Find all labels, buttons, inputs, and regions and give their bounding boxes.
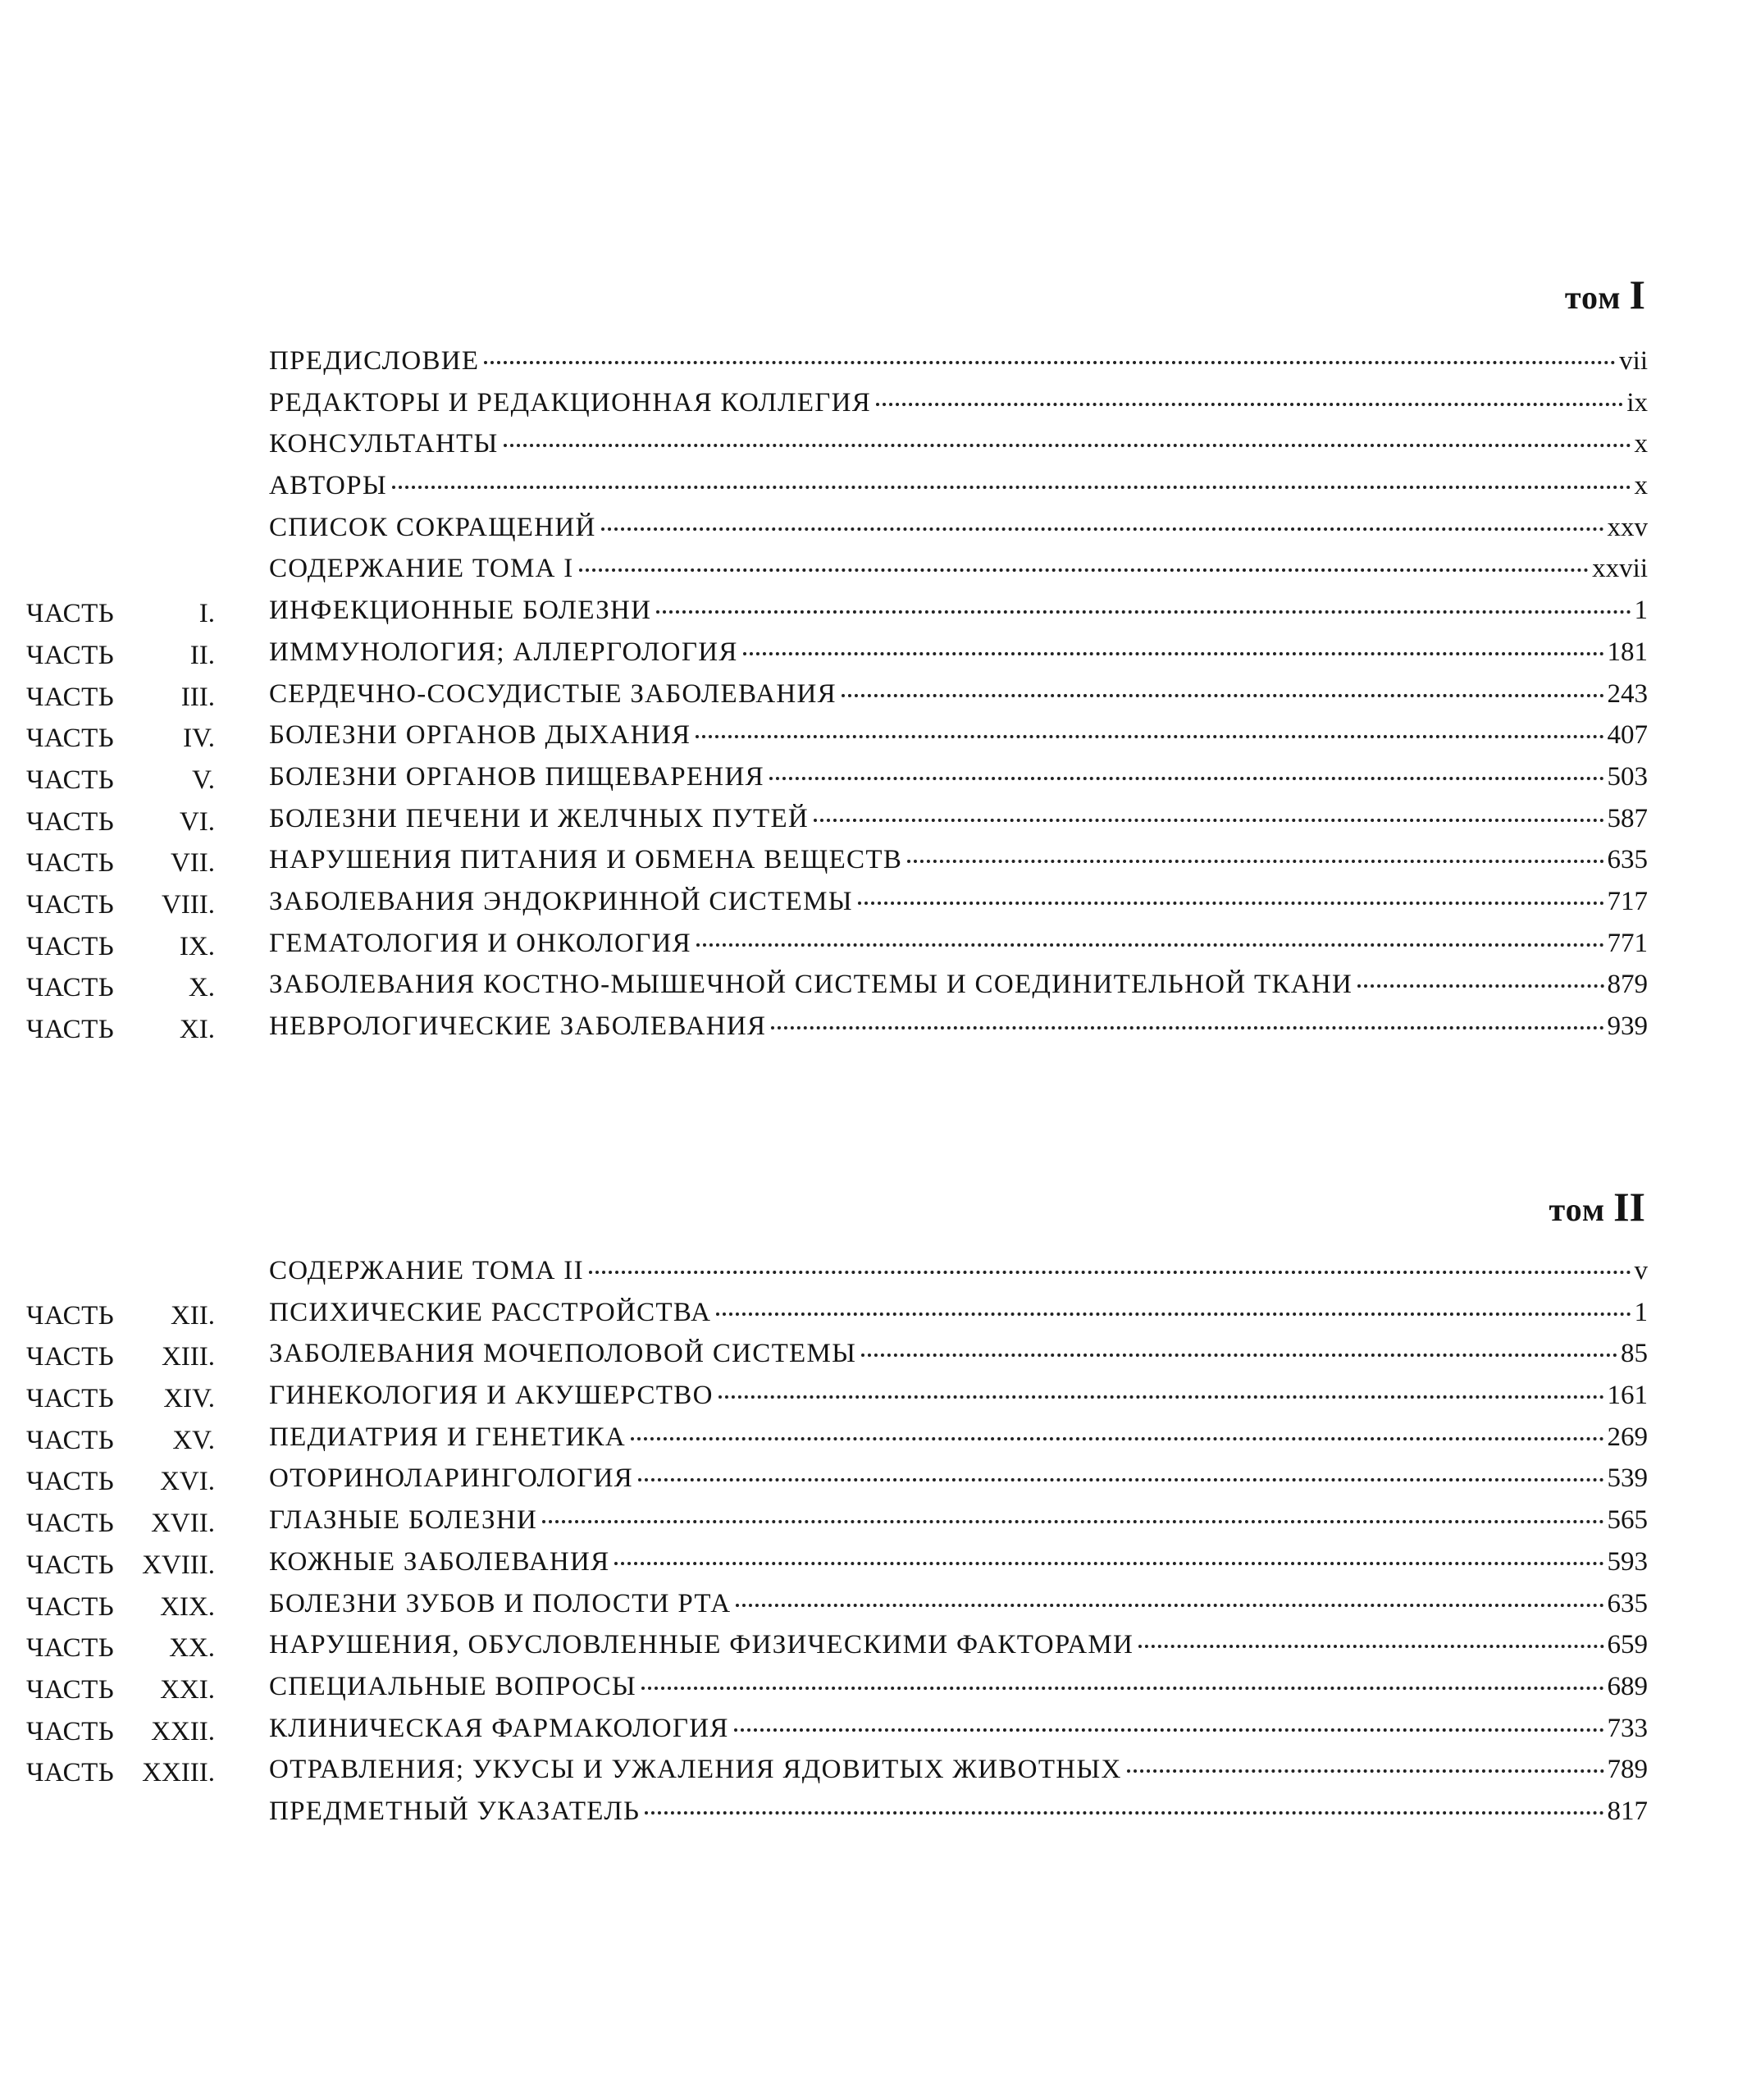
entry-title: ПРЕДМЕТНЫЙ УКАЗАТЕЛЬ (269, 1796, 641, 1826)
entry-title: ПСИХИЧЕСКИЕ РАССТРОЙСТВА (269, 1297, 712, 1327)
part-label: ЧАСТЬ (26, 1716, 115, 1746)
part-label: ЧАСТЬ (26, 1467, 115, 1497)
toc-entry-line (269, 1339, 1648, 1369)
dot-leader (601, 527, 1604, 531)
part-number: III. (180, 682, 215, 712)
toc-entry (0, 549, 1738, 591)
entry-page-number: 733 (1607, 1713, 1648, 1743)
toc-entry-line (269, 554, 1648, 584)
dot-leader (589, 1271, 1631, 1274)
part-label: ЧАСТЬ (26, 973, 115, 1003)
entry-title: КОЖНЫЕ ЗАБОЛЕВАНИЯ (269, 1546, 610, 1577)
part-label: ЧАСТЬ (26, 682, 115, 712)
dot-leader (842, 694, 1604, 697)
part-number: II. (189, 640, 215, 670)
part-label: ЧАСТЬ (26, 1591, 115, 1622)
entry-page-number: 635 (1607, 1588, 1648, 1618)
dot-leader (1127, 1769, 1604, 1773)
toc-entry-line (269, 970, 1648, 1000)
toc-entry-line (269, 1714, 1648, 1744)
part-label: ЧАСТЬ (26, 1300, 115, 1331)
part-number: X. (188, 973, 215, 1003)
entry-title: БОЛЕЗНИ ОРГАНОВ ПИЩЕВАРЕНИЯ (269, 761, 764, 792)
volume-1-heading (1565, 271, 1645, 318)
toc-entry (0, 757, 1738, 799)
toc-entry (0, 1500, 1738, 1542)
part-number: XI. (179, 1015, 215, 1044)
entry-title: ИММУНОЛОГИЯ; АЛЛЕРГОЛОГИЯ (269, 637, 738, 667)
entry-title: ПРЕДИСЛОВИЕ (269, 346, 480, 376)
dot-leader (631, 1437, 1603, 1440)
toc-entry (0, 1542, 1738, 1584)
toc-entry-line (269, 596, 1648, 626)
entry-title: НЕВРОЛОГИЧЕСКИЕ ЗАБОЛЕВАНИЯ (269, 1011, 767, 1041)
entry-page-number: 269 (1607, 1422, 1648, 1452)
toc-entry (0, 508, 1738, 550)
volume-heading-numeral: II (1613, 1184, 1645, 1230)
toc-entry (0, 924, 1738, 966)
toc-entry (0, 1251, 1738, 1293)
part-label: ЧАСТЬ (26, 1015, 115, 1044)
entry-page-number: 817 (1607, 1796, 1648, 1826)
toc-entry-line (269, 1298, 1648, 1328)
entry-title: БОЛЕЗНИ ОРГАНОВ ДЫХАНИЯ (269, 720, 691, 751)
toc-entry-line (269, 1256, 1648, 1286)
part-number: VIII. (161, 889, 215, 920)
volume-2-heading (1549, 1183, 1645, 1230)
dot-leader (542, 1520, 1603, 1523)
dot-leader (645, 1811, 1603, 1815)
dot-leader (579, 568, 1590, 572)
toc-entry-line (269, 1463, 1648, 1494)
toc-entry (0, 882, 1738, 924)
toc-entry-line (269, 637, 1648, 668)
part-number: XV. (172, 1425, 215, 1455)
toc-entry-line (269, 346, 1648, 377)
entry-title: ГЛАЗНЫЕ БОЛЕЗНИ (269, 1505, 538, 1536)
entry-title: ПЕДИАТРИЯ И ГЕНЕТИКА (269, 1422, 627, 1452)
volume-heading-numeral: I (1629, 272, 1645, 317)
toc-entry (0, 1709, 1738, 1751)
toc-entry-line (269, 845, 1648, 875)
dot-leader (696, 735, 1603, 738)
part-number: XXI. (160, 1674, 215, 1705)
part-label: ЧАСТЬ (26, 806, 115, 837)
part-number: I. (198, 599, 215, 629)
part-number: XVIII. (142, 1550, 215, 1580)
dot-leader (716, 1312, 1631, 1316)
toc-entry (0, 1418, 1738, 1459)
toc-entry-line (269, 513, 1648, 543)
toc-entry-line (269, 1422, 1648, 1453)
toc-entry (0, 341, 1738, 383)
dot-leader (641, 1687, 1604, 1690)
part-number: XX. (169, 1633, 215, 1664)
part-number: IX. (179, 931, 215, 961)
toc-entry-line (269, 1011, 1648, 1042)
part-number: XIV. (163, 1384, 215, 1414)
entry-page-number: 539 (1607, 1463, 1648, 1494)
toc-entry-line (269, 1505, 1648, 1536)
entry-title: ГЕМАТОЛОГИЯ И ОНКОЛОГИЯ (269, 928, 691, 958)
dot-leader (858, 902, 1604, 905)
dot-leader (638, 1478, 1603, 1481)
entry-title: ЗАБОЛЕВАНИЯ КОСТНО-МЫШЕЧНОЙ СИСТЕМЫ И СОЕДИНИТЕЛЬНОЙ ТКАНИ (269, 970, 1353, 1000)
entry-page-number: 565 (1607, 1505, 1648, 1536)
toc-entry-line (269, 1381, 1648, 1411)
entry-page-number: xxvii (1592, 554, 1648, 584)
part-label: ЧАСТЬ (26, 1425, 115, 1455)
entry-page-number: 771 (1607, 928, 1648, 958)
entry-page-number: 659 (1607, 1630, 1648, 1660)
toc-entry-line (269, 1672, 1648, 1702)
toc-entry-line (269, 1547, 1648, 1577)
toc-entry (0, 965, 1738, 1007)
entry-page-number: vii (1619, 346, 1648, 376)
part-label: ЧАСТЬ (26, 1509, 115, 1539)
part-label: ЧАСТЬ (26, 1674, 115, 1705)
dot-leader (907, 860, 1603, 863)
entry-page-number: 635 (1607, 845, 1648, 875)
toc-entry (0, 715, 1738, 757)
part-number: IV. (183, 724, 215, 754)
entry-title: ИНФЕКЦИОННЫЕ БОЛЕЗНИ (269, 596, 652, 626)
toc-entry (0, 1625, 1738, 1667)
toc-entry-line (269, 1755, 1648, 1785)
part-number: XIX. (160, 1591, 215, 1622)
dot-leader (484, 361, 1616, 364)
entry-title: ГИНЕКОЛОГИЯ И АКУШЕРСТВО (269, 1381, 714, 1411)
toc-entry-line (269, 1630, 1648, 1660)
toc-entry (0, 424, 1738, 466)
part-number: XVII. (151, 1509, 215, 1539)
toc-entry-line (269, 929, 1648, 959)
toc-entry (0, 674, 1738, 716)
dot-leader (769, 777, 1604, 780)
entry-title: ЗАБОЛЕВАНИЯ ЭНДОКРИННОЙ СИСТЕМЫ (269, 886, 853, 916)
toc-entry-line (269, 887, 1648, 917)
toc-entry-line (269, 471, 1648, 501)
part-label: ЧАСТЬ (26, 1758, 115, 1788)
toc-entry (0, 799, 1738, 841)
entry-title: СОДЕРЖАНИЕ ТОМА I (269, 554, 574, 584)
part-number: V. (192, 765, 215, 795)
entry-title: АВТОРЫ (269, 471, 387, 501)
entry-title: РЕДАКТОРЫ И РЕДАКЦИОННАЯ КОЛЛЕГИЯ (269, 387, 872, 418)
entry-title: ЗАБОЛЕВАНИЯ МОЧЕПОЛОВОЙ СИСТЕМЫ (269, 1339, 857, 1369)
dot-leader (614, 1562, 1603, 1565)
entry-page-number: 587 (1607, 803, 1648, 833)
toc-entry (0, 1293, 1738, 1335)
dot-leader (814, 819, 1603, 822)
dot-leader (656, 610, 1631, 614)
entry-page-number: 593 (1607, 1546, 1648, 1577)
entry-title: БОЛЕЗНИ ЗУБОВ И ПОЛОСТИ РТА (269, 1588, 732, 1618)
toc-entry (0, 1584, 1738, 1626)
volume-heading-word: том (1549, 1191, 1606, 1228)
entry-page-number: 85 (1621, 1339, 1648, 1369)
toc-entry (0, 1376, 1738, 1418)
entry-title: СПЕЦИАЛЬНЫЕ ВОПРОСЫ (269, 1671, 636, 1701)
entry-title: ОТРАВЛЕНИЯ; УКУСЫ И УЖАЛЕНИЯ ЯДОВИТЫХ ЖИВОТНЫХ (269, 1755, 1122, 1785)
entry-title: НАРУШЕНИЯ ПИТАНИЯ И ОБМЕНА ВЕЩЕСТВ (269, 845, 903, 875)
entry-title: БОЛЕЗНИ ПЕЧЕНИ И ЖЕЛЧНЫХ ПУТЕЙ (269, 803, 810, 833)
entry-page-number: 717 (1607, 886, 1648, 916)
entry-page-number: 939 (1607, 1011, 1648, 1041)
entry-title: ОТОРИНОЛАРИНГОЛОГИЯ (269, 1463, 634, 1494)
toc-entry (0, 1792, 1738, 1833)
dot-leader (696, 943, 1604, 947)
entry-page-number: 789 (1607, 1755, 1648, 1785)
toc-entry (0, 840, 1738, 882)
toc-entry-line (269, 429, 1648, 459)
part-number: VI. (179, 806, 215, 837)
toc-entry-line (269, 388, 1648, 418)
entry-page-number: 161 (1607, 1381, 1648, 1411)
toc-entry-line (269, 804, 1648, 834)
entry-title: КЛИНИЧЕСКАЯ ФАРМАКОЛОГИЯ (269, 1713, 729, 1743)
part-label: ЧАСТЬ (26, 931, 115, 961)
entry-title: СЕРДЕЧНО-СОСУДИСТЫЕ ЗАБОЛЕВАНИЯ (269, 678, 837, 709)
entry-page-number: 181 (1607, 637, 1648, 667)
toc-entry-line (269, 679, 1648, 710)
dot-leader (736, 1604, 1603, 1607)
part-label: ЧАСТЬ (26, 1633, 115, 1664)
toc-entry (0, 632, 1738, 674)
entry-title: СПИСОК СОКРАЩЕНИЙ (269, 512, 596, 542)
dot-leader (392, 486, 1631, 489)
toc-entry (0, 1667, 1738, 1709)
part-number: VII. (170, 848, 215, 879)
entry-page-number: x (1634, 429, 1648, 459)
toc-entry (0, 1007, 1738, 1048)
toc-entry (0, 383, 1738, 425)
dot-leader (1138, 1645, 1603, 1648)
entry-page-number: 689 (1607, 1671, 1648, 1701)
volume-1-toc-list (0, 341, 1738, 1048)
dot-leader (743, 652, 1604, 655)
dot-leader (1357, 984, 1603, 988)
part-label: ЧАСТЬ (26, 599, 115, 629)
dot-leader (718, 1395, 1604, 1399)
volume-2-toc-list (0, 1251, 1738, 1833)
entry-page-number: xxv (1607, 512, 1648, 542)
entry-page-number: x (1634, 471, 1648, 501)
part-number: XII. (170, 1300, 215, 1331)
part-label: ЧАСТЬ (26, 848, 115, 879)
entry-page-number: 407 (1607, 720, 1648, 751)
dot-leader (876, 403, 1623, 406)
entry-page-number: v (1634, 1256, 1648, 1285)
dot-leader (861, 1354, 1617, 1357)
part-number: XVI. (160, 1467, 215, 1497)
entry-page-number: 879 (1607, 970, 1648, 1000)
entry-title: НАРУШЕНИЯ, ОБУСЛОВЛЕННЫЕ ФИЗИЧЕСКИМИ ФАКТОРАМИ (269, 1630, 1134, 1660)
dot-leader (734, 1728, 1604, 1732)
toc-entry-line (269, 1796, 1648, 1827)
entry-page-number: 503 (1607, 761, 1648, 792)
toc-entry-line (269, 762, 1648, 792)
part-label: ЧАСТЬ (26, 1384, 115, 1414)
part-label: ЧАСТЬ (26, 1342, 115, 1372)
volume-heading-word: том (1564, 279, 1622, 316)
part-label: ЧАСТЬ (26, 1550, 115, 1580)
part-label: ЧАСТЬ (26, 889, 115, 920)
toc-entry (0, 466, 1738, 508)
toc-entry-line (269, 720, 1648, 751)
dot-leader (771, 1026, 1603, 1029)
part-label: ЧАСТЬ (26, 640, 115, 670)
entry-page-number: ix (1626, 387, 1648, 418)
toc-entry (0, 591, 1738, 632)
part-label: ЧАСТЬ (26, 765, 115, 795)
toc-entry (0, 1459, 1738, 1500)
entry-page-number: 1 (1634, 596, 1648, 626)
toc-entry (0, 1750, 1738, 1792)
dot-leader (504, 444, 1631, 447)
part-number: XXIII. (142, 1758, 215, 1788)
toc-entry-line (269, 1589, 1648, 1619)
entry-title: КОНСУЛЬТАНТЫ (269, 429, 499, 459)
toc-entry (0, 1334, 1738, 1376)
entry-title: СОДЕРЖАНИЕ ТОМА II (269, 1256, 584, 1285)
part-number: XIII. (161, 1342, 215, 1372)
part-label: ЧАСТЬ (26, 724, 115, 754)
entry-page-number: 243 (1607, 678, 1648, 709)
part-number: XXII. (151, 1716, 215, 1746)
entry-page-number: 1 (1634, 1297, 1648, 1327)
